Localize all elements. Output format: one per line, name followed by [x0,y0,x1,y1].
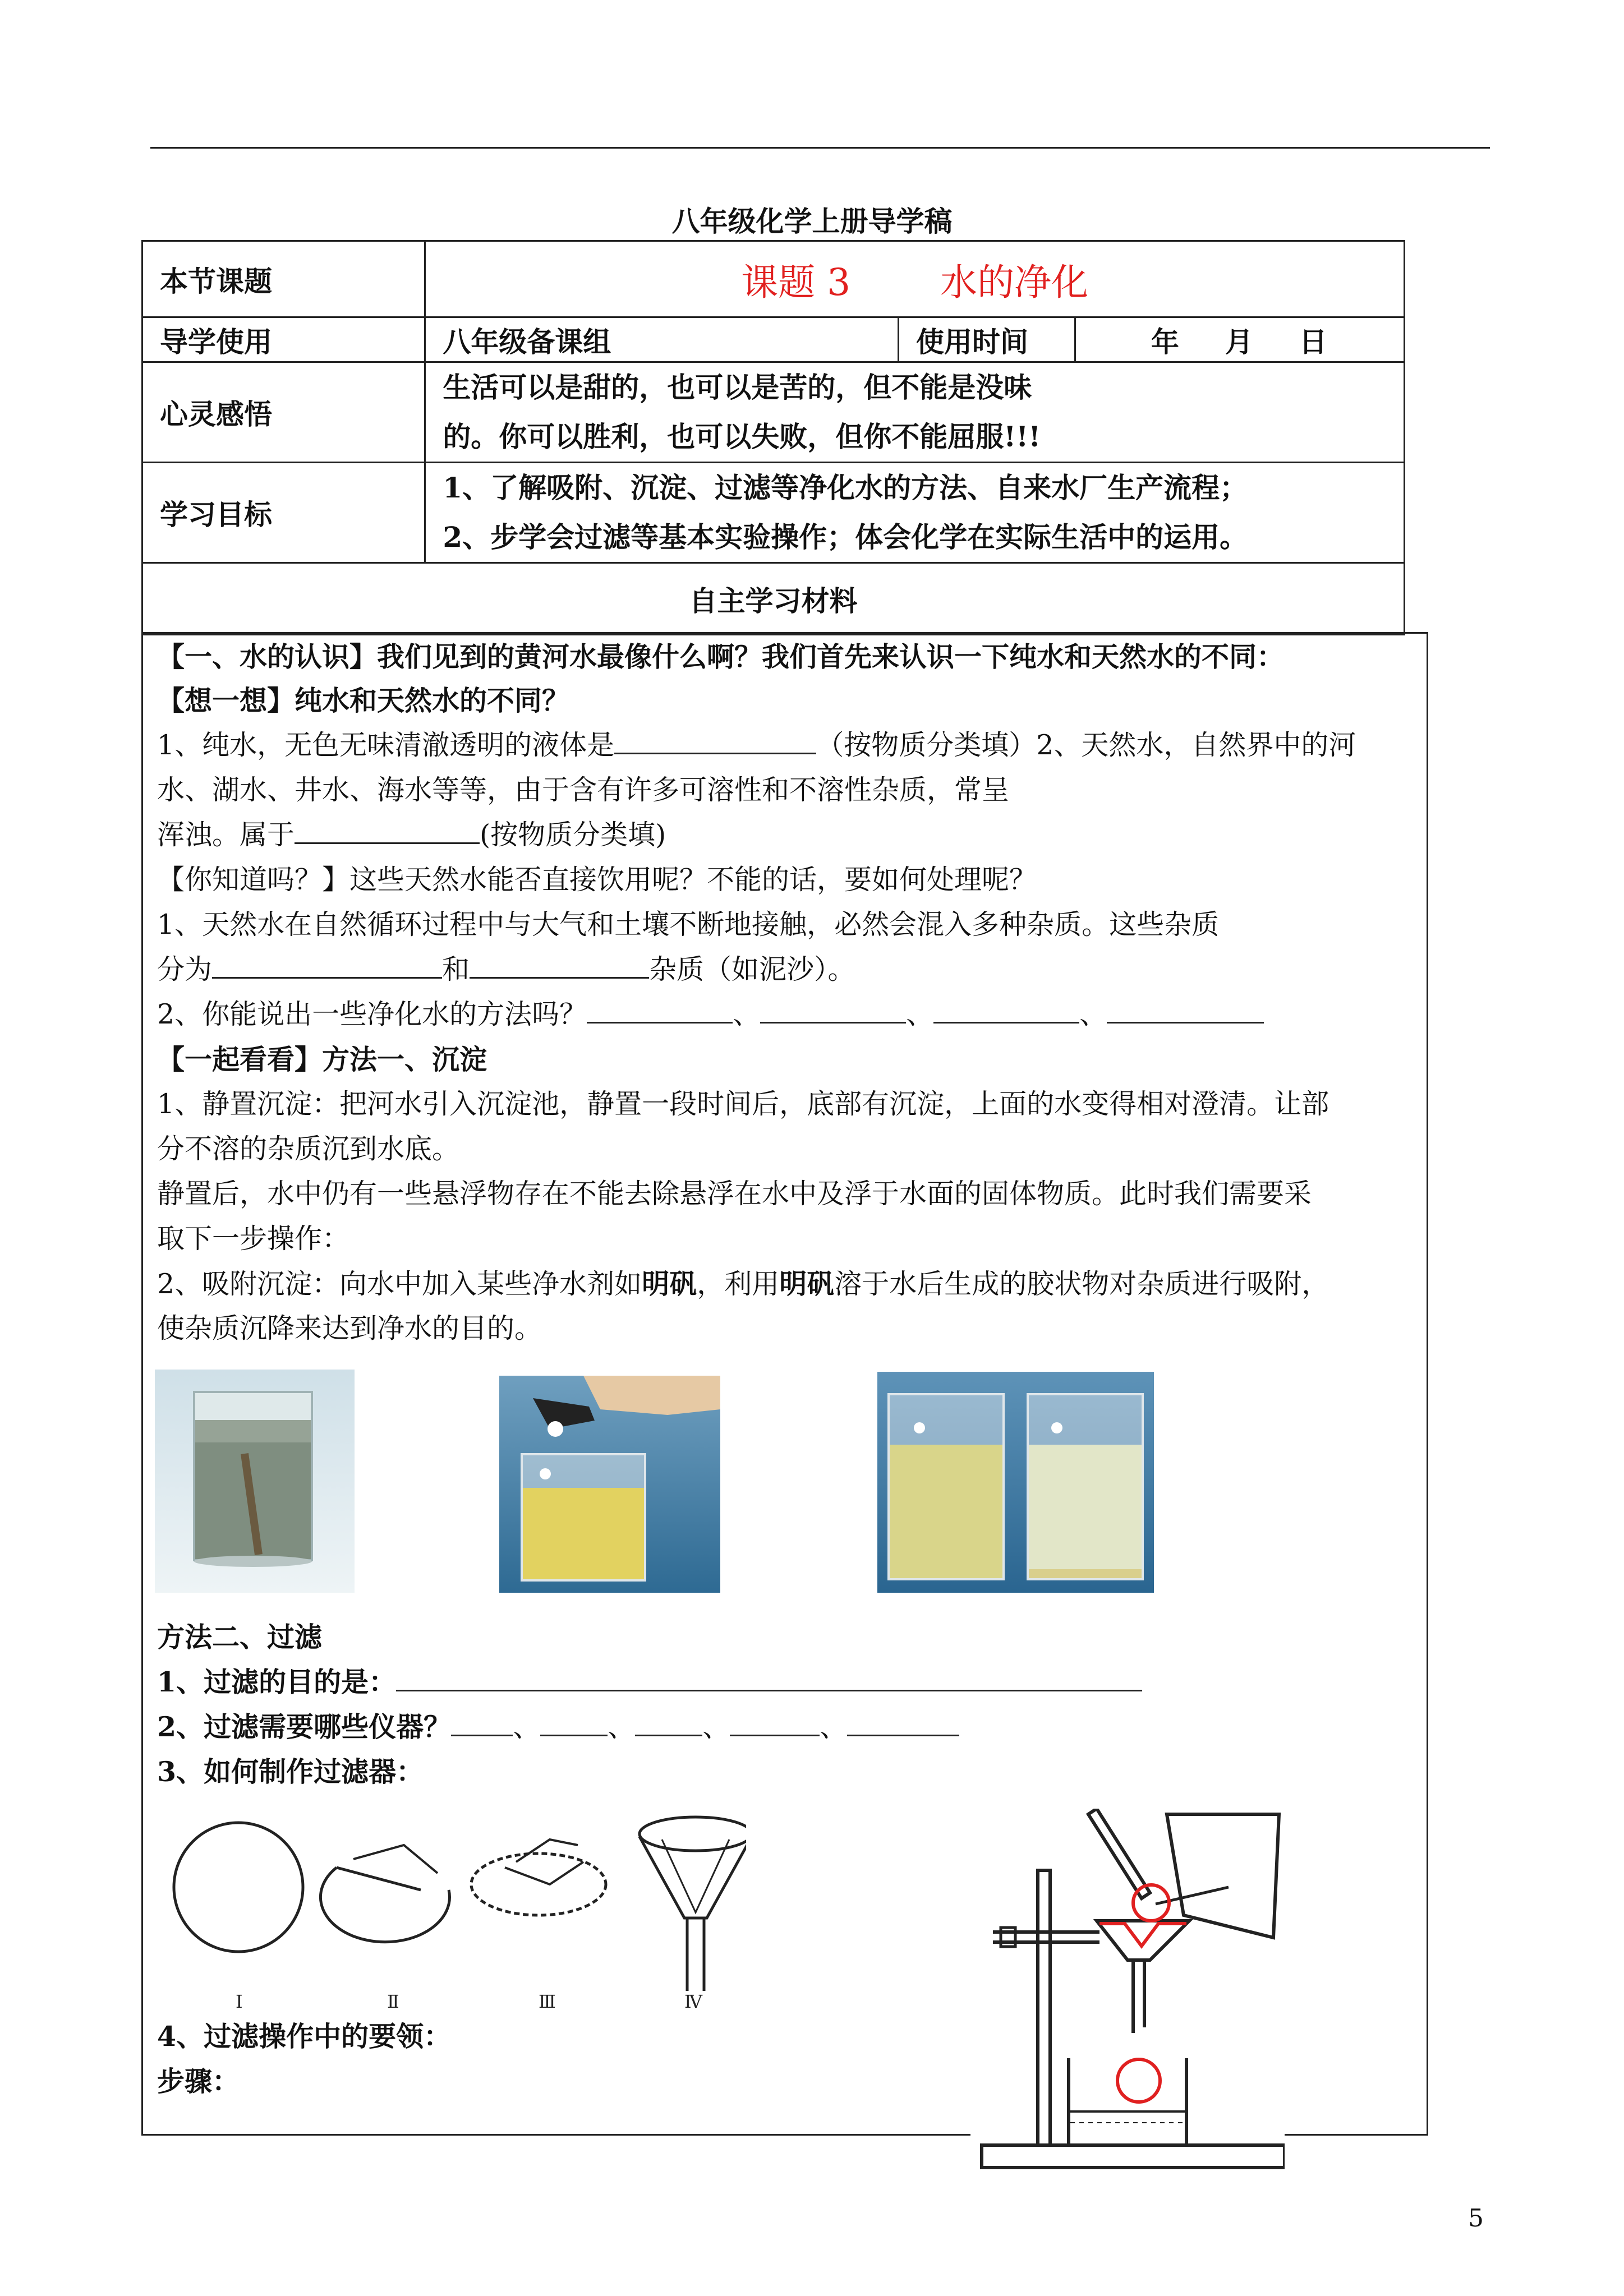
impurity-types-line: 分为 和 杂质（如泥沙）。 [157,953,855,985]
top-rule [150,147,1490,149]
header-table [141,240,1405,635]
section-water-intro: 【一、水的认识】我们见到的黄河水最像什么啊？我们首先来认识一下纯水和天然水的不同： [157,640,1285,673]
natural-water-class-line: 浑浊。属于 (按物质分类填) [157,819,666,851]
static-settling-line2: 分不溶的杂质沉到水底。 [157,1133,460,1165]
filter-paper-circle [174,1823,303,1952]
answer-blank[interactable] [396,1665,1142,1691]
answer-blank[interactable] [470,952,649,979]
natural-water-line: 水、湖水、井水、海水等等，由于含有许多可溶性和不溶性杂质，常呈 [157,774,1010,806]
fig-label-1: Ⅰ [236,1991,243,2012]
method-one-heading: 【一起看看】方法一、沉淀 [157,1043,487,1076]
impurity-line: 1、天然水在自然循环过程中与大气和土壤不断地接触，必然会混入多种杂质。这些杂质 [157,909,1220,940]
material-box-top [141,632,1427,634]
think-heading: 【想一想】纯水和天然水的不同？ [157,684,570,717]
answer-blank[interactable] [614,728,816,754]
funnel-tip-mark [1117,2059,1160,2102]
answer-blank[interactable] [540,1710,608,1736]
answer-blank[interactable] [451,1710,513,1736]
muddy-water-beaker-photo [155,1370,355,1593]
steps-heading: 步骤： [157,2065,240,2097]
answer-blank[interactable] [933,997,1079,1023]
filtration-apparatus-diagram [970,1809,1285,2176]
suspended-line2: 取下一步操作： [157,1223,350,1255]
static-settling-line1: 1、静置沉淀：把河水引入沉淀池，静置一段时间后，底部有沉淀，上面的水变得相对澄清。让部 [157,1088,1329,1120]
fig-label-2: Ⅱ [387,1991,399,2012]
filter-points-heading: 4、过滤操作中的要领： [157,2020,452,2053]
mind-label: 心灵感悟 [142,362,425,463]
glass-rod [1088,1809,1150,1898]
answer-blank[interactable] [730,1710,820,1736]
answer-blank[interactable] [587,997,733,1023]
topic-label: 本节课题 [142,241,425,317]
fig-label-3: Ⅲ [539,1991,556,2012]
filter-purpose-line: 1、过滤的目的是： [157,1660,1142,1704]
use-value: 八年级备课组 [425,317,899,362]
goal-label: 学习目标 [142,463,425,563]
page-number: 5 [1468,2204,1484,2233]
make-filter-heading: 3、如何制作过滤器： [157,1755,424,1788]
answer-blank[interactable] [635,1710,702,1736]
time-label: 使用时间 [899,317,1075,362]
date-field: 年 月 日 [1075,317,1404,362]
filter-instruments-line: 2、过滤需要哪些仪器？ 、 、 、 、 [157,1705,959,1749]
answer-blank[interactable] [847,1710,959,1736]
answer-blank[interactable] [212,952,442,979]
adsorption-line2: 使杂质沉降来达到净水的目的。 [157,1312,542,1344]
use-label: 导学使用 [142,317,425,362]
document-title: 八年级化学上册导学稿 [671,205,953,238]
answer-blank[interactable] [1107,997,1264,1023]
answer-blank[interactable] [295,818,480,844]
lesson-title: 课题 3 水的净化 [425,241,1405,317]
adsorption-line1: 2、吸附沉淀：向水中加入某些净水剂如明矾，利用明矾溶于水后生成的胶状物对杂质进行吸附， [157,1267,1329,1300]
funnel [1097,1921,1189,1960]
alum-adding-photo [499,1376,720,1593]
two-beakers-photo [877,1372,1154,1593]
mind-text: 生活可以是甜的，也可以是苦的，但不能是没味 的。你可以胜利，也可以失败，但你不能屈服!!! [425,362,1405,463]
methods-line: 2、你能说出一些净化水的方法吗？ 、 、 、 [157,993,1264,1036]
stand-rod [1038,1870,1050,2145]
goal-text: 1、了解吸附、沉淀、过滤等净化水的方法、自来水厂生产流程； 2、步学会过滤等基本实验操作；体会化学在实际生活中的运用。 [425,463,1405,563]
filter-folding-diagram [157,1806,746,2036]
know-heading: 【你知道吗？】这些天然水能否直接饮用呢？不能的话，要如何处理呢？ [157,864,1037,896]
answer-blank[interactable] [760,997,906,1023]
method-two-heading: 方法二、过滤 [157,1621,323,1653]
pure-water-line: 1、纯水，无色无味清澈透明的液体是 （按物质分类填）2、天然水，自然界中的河 [157,729,1356,761]
material-heading: 自主学习材料 [142,563,1405,635]
suspended-line1: 静置后，水中仍有一些悬浮物存在不能去除悬浮在水中及浮于水面的固体物质。此时我们需要采 [157,1178,1312,1210]
fig-label-4: Ⅳ [684,1991,702,2012]
